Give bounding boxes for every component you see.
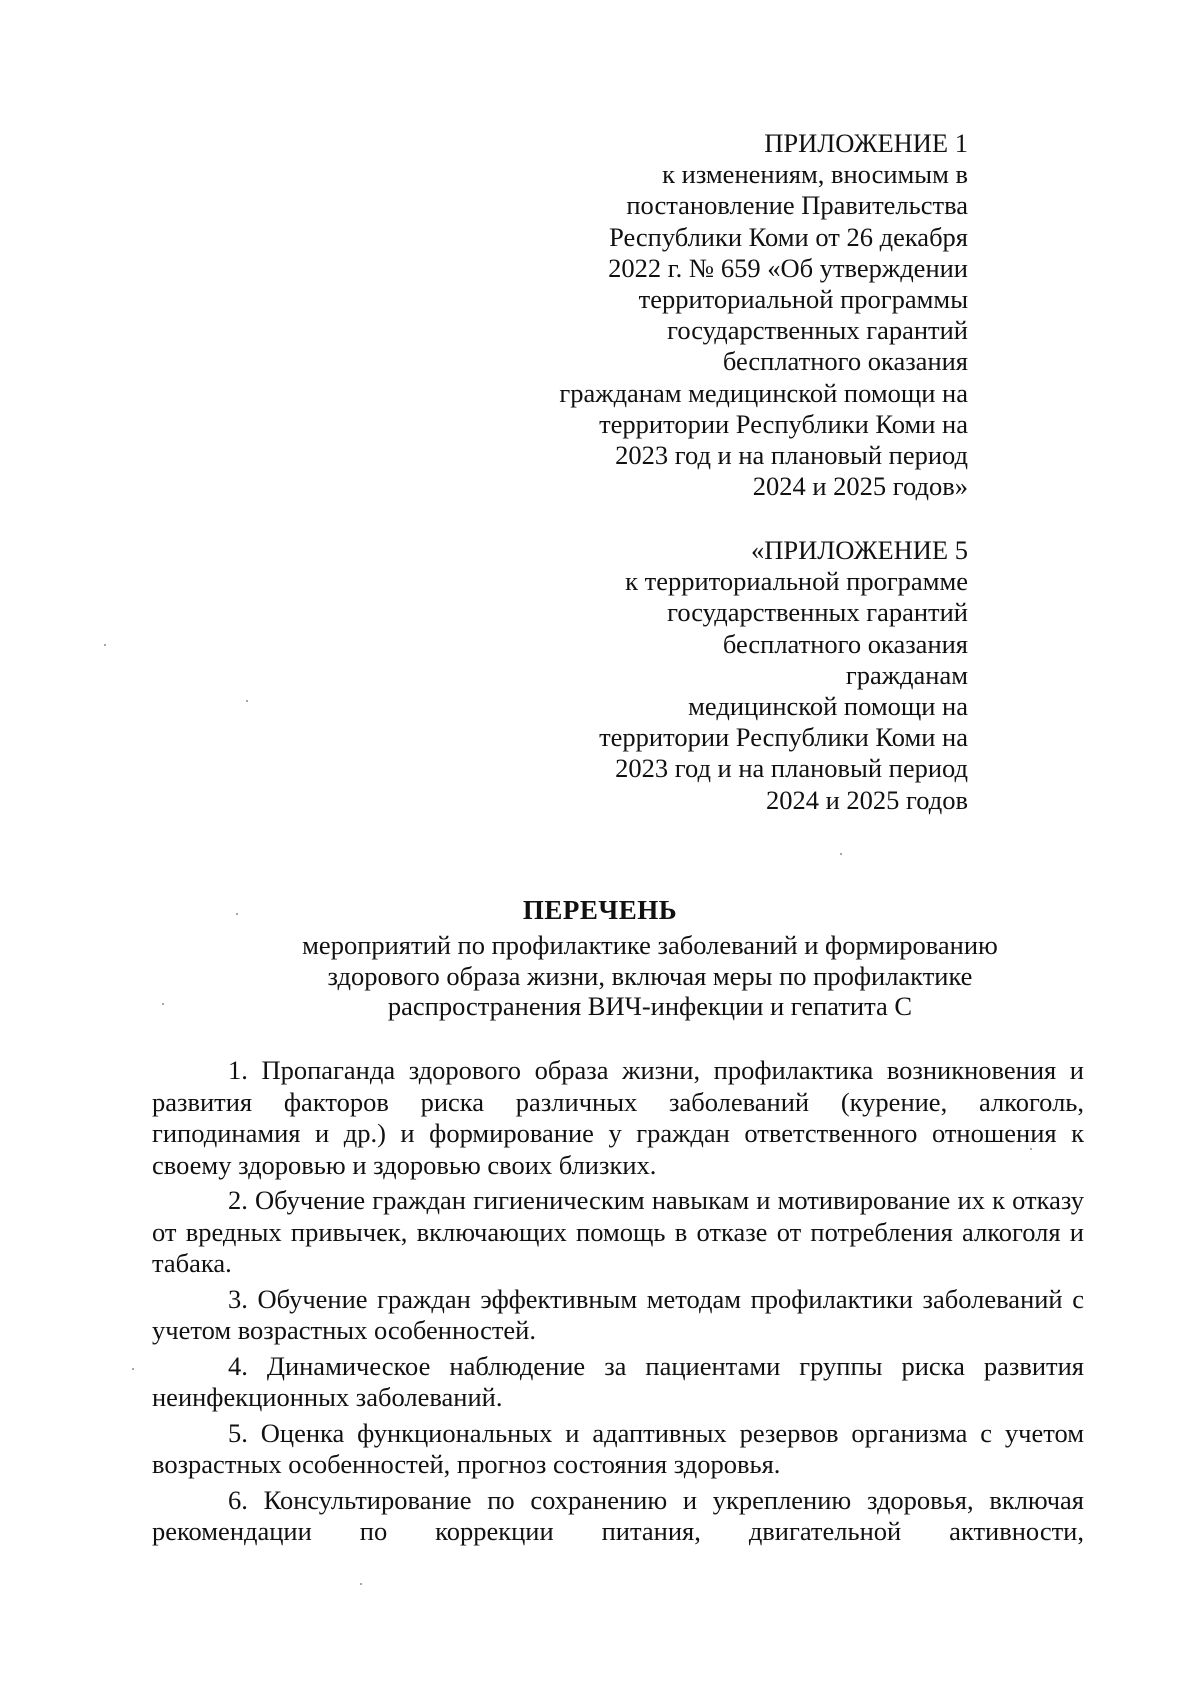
- list-item: 4. Динамическое наблюдение за пациентами группы риска развития неинфекционных заболеваний.: [152, 1350, 1084, 1412]
- appendix-1-line: гражданам медицинской помощи на: [559, 377, 968, 408]
- appendix-1-line: территории Республики Коми на: [599, 408, 968, 439]
- appendix-1-line: ПРИЛОЖЕНИЕ 1: [764, 128, 968, 158]
- appendix-5-line: 2023 год и на плановый период: [615, 753, 968, 784]
- appendix-5-line: 2024 и 2025 годов: [766, 784, 968, 815]
- document-subtitle: [250, 930, 1050, 1022]
- list-item: 2. Обучение граждан гигиеническим навыкам и мотивирование их к отказу от вредных привычек, включающих помощь в отказе от потребления алкоголя и табака.: [152, 1185, 1084, 1278]
- appendix-1-line: 2022 г. № 659 «Об утверждении: [608, 252, 968, 283]
- appendix-5-line: государственных гарантий: [667, 597, 968, 628]
- appendix-1-header: [559, 128, 968, 502]
- subtitle-line: распространения ВИЧ-инфекции и гепатита С: [387, 991, 913, 1021]
- scan-speck: [162, 1003, 164, 1005]
- scan-speck: [360, 1583, 362, 1585]
- scan-speck: [236, 913, 238, 915]
- appendix-1-line: бесплатного оказания: [722, 346, 968, 377]
- list-item: 1. Пропаганда здорового образа жизни, профилактика возникновения и развития факторов риска различных заболеваний (курение, алкоголь, гиподинамия и др.) и формирование у граждан ответственного отношения к своему здоровью и здоровью своих близких.: [152, 1055, 1084, 1180]
- appendix-1-line: постановление Правительства: [626, 190, 968, 221]
- appendix-1-line: к изменениям, вносимым в: [662, 159, 968, 190]
- list-item: 6. Консультирование по сохранению и укреплению здоровья, включая рекомендации по коррекции питания, двигательной активности,: [152, 1484, 1084, 1546]
- appendix-5-line: гражданам: [845, 659, 968, 690]
- document-title: ПЕРЕЧЕНЬ: [522, 895, 678, 925]
- appendix-5-line: территории Республики Коми на: [599, 722, 968, 753]
- appendix-5-line: медицинской помощи на: [688, 691, 968, 722]
- list-item: 5. Оценка функциональных и адаптивных резервов организма с учетом возрастных особенностей, прогноз состояния здоровья.: [152, 1417, 1084, 1479]
- appendix-5-line: бесплатного оказания: [722, 628, 968, 659]
- appendix-1-line: государственных гарантий: [667, 315, 968, 346]
- appendix-5-header: [599, 535, 968, 816]
- scan-speck: [132, 1368, 134, 1370]
- scan-speck: [246, 700, 248, 702]
- scan-speck: [104, 644, 106, 646]
- list-item: 3. Обучение граждан эффективным методам профилактики заболеваний с учетом возрастных особенностей.: [152, 1283, 1084, 1345]
- subtitle-line: здорового образа жизни, включая меры по профилактике: [327, 960, 973, 991]
- subtitle-line: мероприятий по профилактике заболеваний и формированию: [302, 930, 998, 960]
- scan-speck: [840, 853, 842, 855]
- appendix-1-line: 2024 и 2025 годов»: [752, 471, 968, 502]
- appendix-5-line: «ПРИЛОЖЕНИЕ 5: [751, 535, 968, 565]
- appendix-1-line: 2023 год и на плановый период: [615, 440, 968, 471]
- appendix-5-line: к территориальной программе: [625, 566, 968, 597]
- measures-list: [152, 1055, 1084, 1552]
- scan-speck: [1030, 1148, 1032, 1150]
- appendix-1-line: Республики Коми от 26 декабря: [609, 221, 968, 252]
- appendix-1-line: территориальной программы: [638, 284, 968, 315]
